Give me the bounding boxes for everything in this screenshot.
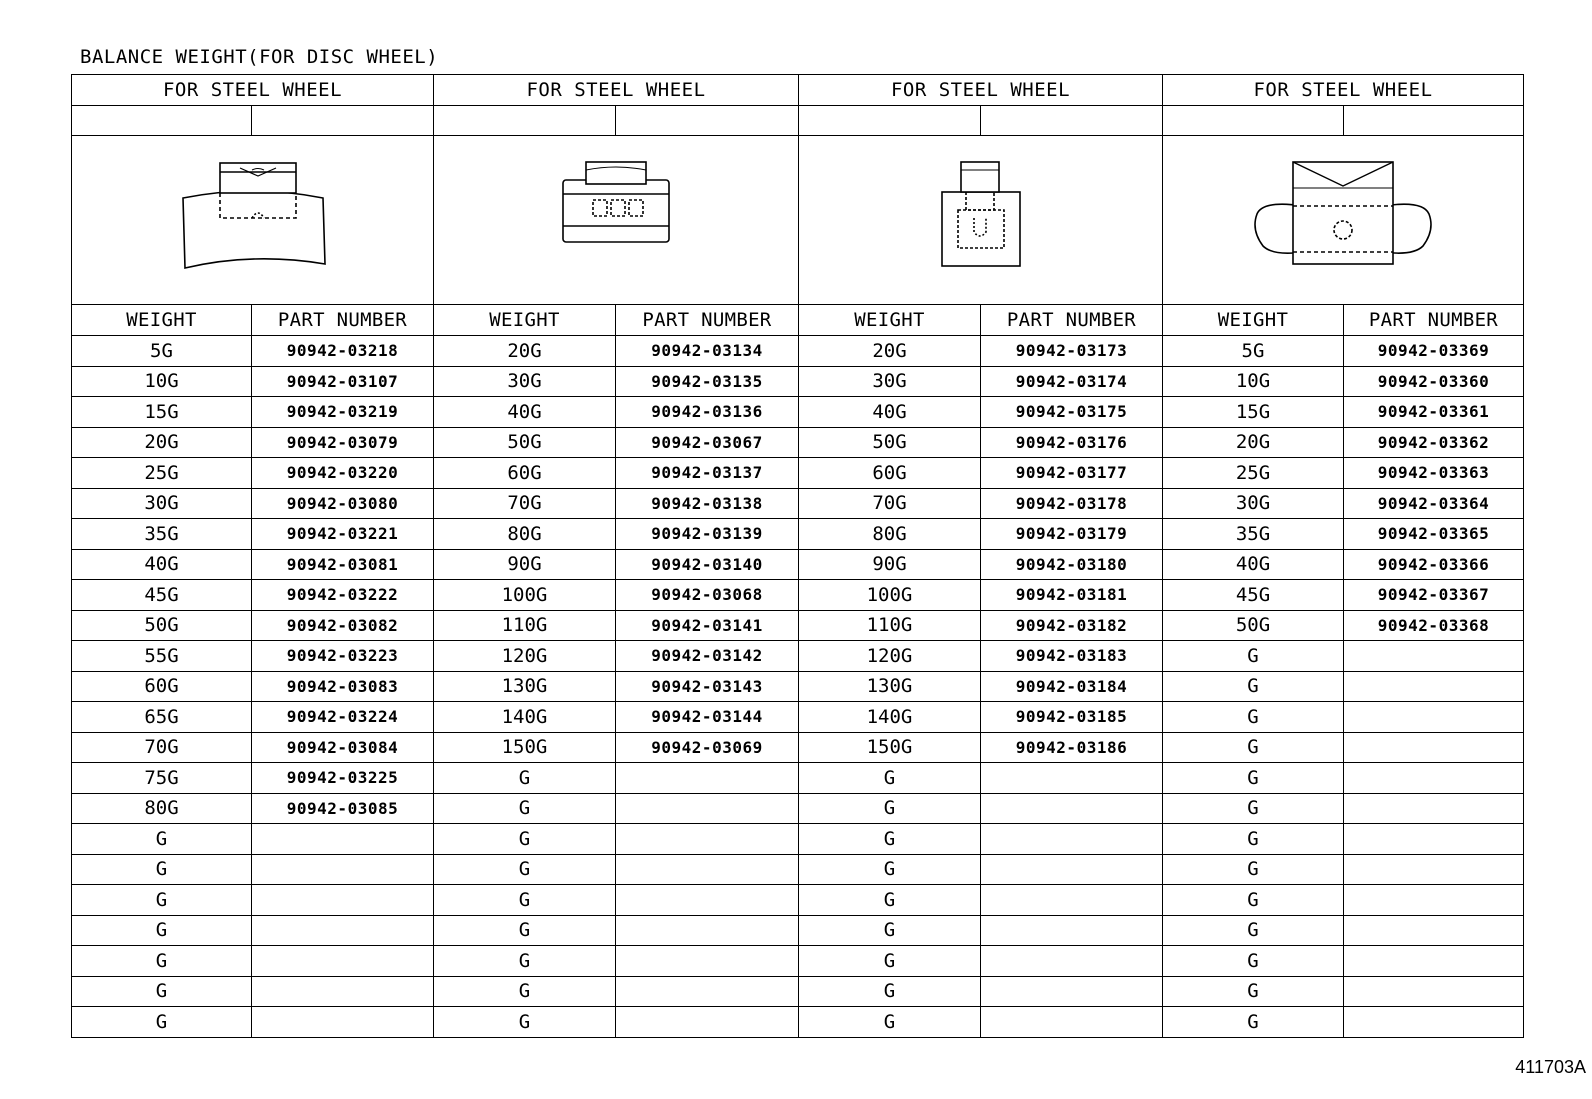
weight-cell: 80G: [72, 793, 252, 824]
weight-cell: 5G: [72, 336, 252, 367]
weight-cell: G: [434, 793, 616, 824]
part-number-cell: 90942-03141: [616, 610, 799, 641]
part-number-cell: [1344, 763, 1524, 794]
part-number-cell: 90942-03136: [616, 397, 799, 428]
part-number-cell: 90942-03068: [616, 580, 799, 611]
weight-cell: G: [434, 763, 616, 794]
weight-cell: 50G: [799, 427, 981, 458]
weight-cell: G: [1163, 702, 1344, 733]
part-number-cell: [981, 854, 1163, 885]
part-number-cell: 90942-03084: [252, 732, 434, 763]
weight-cell: 50G: [72, 610, 252, 641]
part-number-cell: [981, 763, 1163, 794]
part-number-cell: [616, 824, 799, 855]
part-number-cell: 90942-03184: [981, 671, 1163, 702]
weight-cell: 20G: [72, 427, 252, 458]
table-row: [72, 488, 1524, 519]
part-number-cell: [981, 885, 1163, 916]
part-number-cell: 90942-03181: [981, 580, 1163, 611]
blank-cell: [799, 106, 981, 136]
weight-cell: G: [1163, 824, 1344, 855]
table-row: [72, 580, 1524, 611]
part-number-cell: 90942-03080: [252, 488, 434, 519]
weight-cell: 80G: [434, 519, 616, 550]
weight-cell: 60G: [799, 458, 981, 489]
table-row: [72, 366, 1524, 397]
weight-cell: G: [1163, 915, 1344, 946]
weight-cell: 45G: [72, 580, 252, 611]
part-number-cell: [1344, 885, 1524, 916]
part-number-cell: 90942-03142: [616, 641, 799, 672]
weight-cell: 90G: [434, 549, 616, 580]
weight-cell: 25G: [1163, 458, 1344, 489]
weight-cell: 15G: [72, 397, 252, 428]
part-number-cell: 90942-03365: [1344, 519, 1524, 550]
weight-cell: G: [799, 915, 981, 946]
weight-cell: 70G: [72, 732, 252, 763]
table-row: [72, 763, 1524, 794]
weight-cell: G: [434, 946, 616, 977]
part-number-cell: 90942-03361: [1344, 397, 1524, 428]
part-number-cell: 90942-03225: [252, 763, 434, 794]
weight-cell: 70G: [799, 488, 981, 519]
weight-cell: 100G: [799, 580, 981, 611]
part-number-cell: [981, 1007, 1163, 1038]
part-number-cell: [252, 885, 434, 916]
blank-cell: [72, 106, 252, 136]
part-number-cell: [1344, 824, 1524, 855]
part-number-cell: 90942-03219: [252, 397, 434, 428]
part-number-cell: 90942-03107: [252, 366, 434, 397]
blank-header-row: [72, 106, 1524, 136]
part-number-cell: 90942-03143: [616, 671, 799, 702]
weight-cell: G: [434, 1007, 616, 1038]
part-number-cell: [981, 976, 1163, 1007]
blank-cell: [1344, 106, 1524, 136]
part-number-cell: [252, 976, 434, 1007]
part-number-cell: [616, 976, 799, 1007]
part-number-cell: 90942-03360: [1344, 366, 1524, 397]
weight-cell: 110G: [434, 610, 616, 641]
part-number-cell: 90942-03139: [616, 519, 799, 550]
weight-cell: G: [1163, 885, 1344, 916]
section-label: FOR STEEL WHEEL: [72, 75, 434, 106]
part-number-column-header: PART NUMBER: [981, 305, 1163, 336]
weight-cell: 60G: [434, 458, 616, 489]
weight-cell: 15G: [1163, 397, 1344, 428]
weight-column-header: WEIGHT: [1163, 305, 1344, 336]
weight-cell: G: [1163, 946, 1344, 977]
part-number-cell: 90942-03178: [981, 488, 1163, 519]
part-number-cell: 90942-03173: [981, 336, 1163, 367]
part-number-cell: 90942-03182: [981, 610, 1163, 641]
weight-cell: G: [434, 976, 616, 1007]
part-number-cell: [252, 1007, 434, 1038]
weight-cell: G: [799, 793, 981, 824]
table-row: [72, 1007, 1524, 1038]
part-number-cell: 90942-03079: [252, 427, 434, 458]
weight-cell: 40G: [799, 397, 981, 428]
part-number-cell: [252, 915, 434, 946]
weight-illustration-curved: [72, 136, 434, 305]
part-number-cell: [1344, 732, 1524, 763]
weight-cell: 90G: [799, 549, 981, 580]
weight-cell: G: [434, 915, 616, 946]
part-number-cell: 90942-03363: [1344, 458, 1524, 489]
part-number-cell: [252, 824, 434, 855]
part-number-cell: [616, 854, 799, 885]
weight-cell: G: [72, 915, 252, 946]
weight-cell: 35G: [1163, 519, 1344, 550]
weight-cell: 100G: [434, 580, 616, 611]
weight-cell: 40G: [72, 549, 252, 580]
weight-cell: 40G: [1163, 549, 1344, 580]
part-number-cell: [981, 793, 1163, 824]
weight-illustration-rounded: [1163, 136, 1524, 305]
weight-cell: 25G: [72, 458, 252, 489]
part-number-cell: 90942-03069: [616, 732, 799, 763]
column-header-row: [72, 305, 1524, 336]
blank-cell: [1163, 106, 1344, 136]
part-number-cell: 90942-03140: [616, 549, 799, 580]
part-number-column-header: PART NUMBER: [616, 305, 799, 336]
weight-cell: 30G: [72, 488, 252, 519]
weight-cell: 130G: [434, 671, 616, 702]
part-number-cell: 90942-03223: [252, 641, 434, 672]
part-number-cell: 90942-03144: [616, 702, 799, 733]
part-number-cell: [1344, 854, 1524, 885]
figure-code: 411703A: [1515, 1057, 1586, 1077]
table-row: [72, 336, 1524, 367]
table-row: [72, 732, 1524, 763]
weight-cell: 20G: [434, 336, 616, 367]
part-number-cell: 90942-03137: [616, 458, 799, 489]
weight-cell: 60G: [72, 671, 252, 702]
part-number-cell: [1344, 641, 1524, 672]
blank-cell: [434, 106, 616, 136]
weight-cell: G: [799, 976, 981, 1007]
blank-cell: [252, 106, 434, 136]
part-number-cell: [616, 1007, 799, 1038]
part-number-cell: 90942-03185: [981, 702, 1163, 733]
part-number-cell: [981, 915, 1163, 946]
table-row: [72, 671, 1524, 702]
part-number-cell: 90942-03082: [252, 610, 434, 641]
weight-cell: 140G: [799, 702, 981, 733]
part-number-cell: 90942-03175: [981, 397, 1163, 428]
part-number-cell: 90942-03138: [616, 488, 799, 519]
part-number-column-header: PART NUMBER: [1344, 305, 1524, 336]
balance-weight-table: [71, 74, 1524, 1038]
weight-cell: G: [72, 885, 252, 916]
table-row: [72, 458, 1524, 489]
weight-cell: 50G: [1163, 610, 1344, 641]
part-number-cell: 90942-03222: [252, 580, 434, 611]
weight-cell: 10G: [1163, 366, 1344, 397]
weight-cell: G: [1163, 671, 1344, 702]
table-row: [72, 610, 1524, 641]
part-number-cell: 90942-03177: [981, 458, 1163, 489]
weight-cell: 150G: [434, 732, 616, 763]
weight-cell: 55G: [72, 641, 252, 672]
weight-cell: G: [1163, 854, 1344, 885]
part-number-cell: 90942-03366: [1344, 549, 1524, 580]
weight-column-header: WEIGHT: [799, 305, 981, 336]
part-number-cell: [616, 793, 799, 824]
weight-column-header: WEIGHT: [434, 305, 616, 336]
weight-cell: G: [799, 885, 981, 916]
part-number-cell: 90942-03180: [981, 549, 1163, 580]
part-number-cell: 90942-03224: [252, 702, 434, 733]
table-row: [72, 793, 1524, 824]
part-number-cell: 90942-03085: [252, 793, 434, 824]
part-number-cell: 90942-03179: [981, 519, 1163, 550]
weight-cell: 120G: [434, 641, 616, 672]
table-row: [72, 427, 1524, 458]
part-number-cell: [616, 915, 799, 946]
blank-cell: [616, 106, 799, 136]
weight-cell: G: [72, 946, 252, 977]
table-row: [72, 976, 1524, 1007]
part-number-cell: [981, 824, 1163, 855]
table-row: [72, 641, 1524, 672]
weight-cell: 120G: [799, 641, 981, 672]
weight-column-header: WEIGHT: [72, 305, 252, 336]
part-number-cell: 90942-03362: [1344, 427, 1524, 458]
weight-cell: G: [799, 854, 981, 885]
table-row: [72, 397, 1524, 428]
part-number-cell: 90942-03367: [1344, 580, 1524, 611]
part-number-cell: [1344, 793, 1524, 824]
part-number-cell: 90942-03174: [981, 366, 1163, 397]
part-number-cell: 90942-03369: [1344, 336, 1524, 367]
weight-cell: G: [72, 976, 252, 1007]
part-number-cell: [1344, 1007, 1524, 1038]
weight-cell: 75G: [72, 763, 252, 794]
weight-cell: G: [1163, 976, 1344, 1007]
part-number-cell: [616, 946, 799, 977]
weight-cell: 30G: [434, 366, 616, 397]
part-number-cell: [1344, 702, 1524, 733]
weight-cell: 110G: [799, 610, 981, 641]
part-number-cell: [981, 946, 1163, 977]
part-number-cell: 90942-03221: [252, 519, 434, 550]
weight-cell: 140G: [434, 702, 616, 733]
table-row: [72, 519, 1524, 550]
weight-illustration-block: [799, 136, 1163, 305]
section-label: FOR STEEL WHEEL: [434, 75, 799, 106]
weight-cell: G: [434, 885, 616, 916]
weight-cell: G: [434, 854, 616, 885]
weight-cell: 130G: [799, 671, 981, 702]
weight-cell: G: [799, 763, 981, 794]
part-number-cell: 90942-03186: [981, 732, 1163, 763]
part-number-cell: 90942-03176: [981, 427, 1163, 458]
weight-cell: G: [1163, 641, 1344, 672]
weight-cell: G: [72, 854, 252, 885]
part-number-cell: 90942-03083: [252, 671, 434, 702]
table-row: [72, 885, 1524, 916]
part-number-cell: 90942-03134: [616, 336, 799, 367]
weight-cell: 65G: [72, 702, 252, 733]
part-number-cell: 90942-03081: [252, 549, 434, 580]
weight-cell: 70G: [434, 488, 616, 519]
part-number-cell: 90942-03220: [252, 458, 434, 489]
part-number-cell: [616, 885, 799, 916]
weight-cell: G: [799, 824, 981, 855]
section-label: FOR STEEL WHEEL: [1163, 75, 1524, 106]
part-number-cell: [1344, 946, 1524, 977]
weight-cell: G: [1163, 732, 1344, 763]
weight-cell: 30G: [799, 366, 981, 397]
section-label: FOR STEEL WHEEL: [799, 75, 1163, 106]
part-number-cell: [616, 763, 799, 794]
weight-illustration-flat: [434, 136, 799, 305]
part-number-cell: 90942-03364: [1344, 488, 1524, 519]
table-row: [72, 915, 1524, 946]
weight-cell: 45G: [1163, 580, 1344, 611]
weight-cell: 10G: [72, 366, 252, 397]
weight-cell: 20G: [799, 336, 981, 367]
part-number-column-header: PART NUMBER: [252, 305, 434, 336]
table-row: [72, 824, 1524, 855]
part-number-cell: [252, 946, 434, 977]
table-row: [72, 854, 1524, 885]
part-number-cell: 90942-03183: [981, 641, 1163, 672]
weight-cell: G: [72, 824, 252, 855]
part-number-cell: [1344, 915, 1524, 946]
part-number-cell: 90942-03218: [252, 336, 434, 367]
weight-cell: G: [1163, 1007, 1344, 1038]
blank-cell: [981, 106, 1163, 136]
weight-cell: 50G: [434, 427, 616, 458]
illustration-row: [72, 136, 1524, 305]
table-row: [72, 549, 1524, 580]
weight-cell: G: [1163, 793, 1344, 824]
section-header-row: [72, 75, 1524, 106]
document-title: BALANCE WEIGHT(FOR DISC WHEEL): [80, 46, 439, 68]
part-number-cell: [1344, 976, 1524, 1007]
weight-cell: G: [1163, 763, 1344, 794]
weight-cell: 35G: [72, 519, 252, 550]
weight-cell: 30G: [1163, 488, 1344, 519]
weight-cell: 5G: [1163, 336, 1344, 367]
table-row: [72, 702, 1524, 733]
weight-cell: 80G: [799, 519, 981, 550]
weight-cell: 150G: [799, 732, 981, 763]
part-number-cell: 90942-03067: [616, 427, 799, 458]
weight-cell: G: [799, 1007, 981, 1038]
part-number-cell: [252, 854, 434, 885]
weight-cell: 40G: [434, 397, 616, 428]
weight-cell: G: [72, 1007, 252, 1038]
weight-cell: G: [799, 946, 981, 977]
part-number-cell: [1344, 671, 1524, 702]
weight-cell: 20G: [1163, 427, 1344, 458]
weight-cell: G: [434, 824, 616, 855]
table-row: [72, 946, 1524, 977]
part-number-cell: 90942-03368: [1344, 610, 1524, 641]
part-number-cell: 90942-03135: [616, 366, 799, 397]
